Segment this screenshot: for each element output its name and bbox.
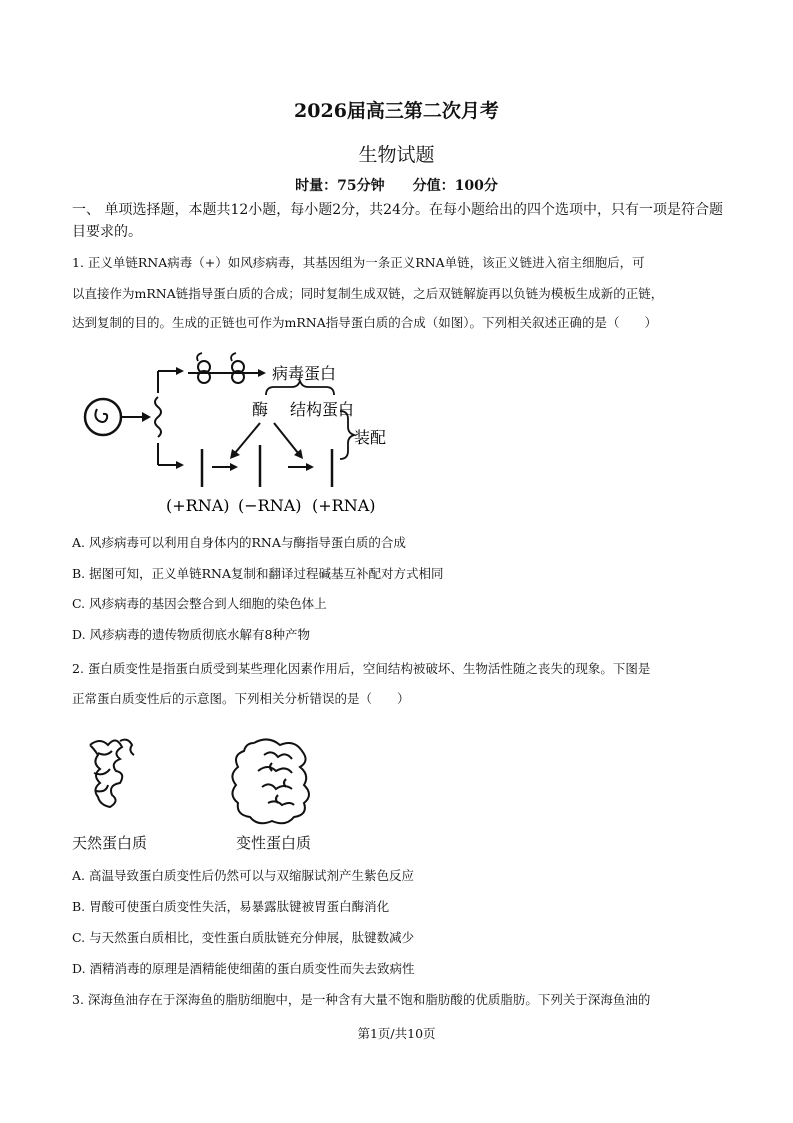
q1-line-3: 达到复制的目的。生成的正链也可作为mRNA指导蛋白质的合成（如图）。下列相关叙述正确的是（ ） xyxy=(72,315,657,330)
denatured-protein-label: 变性蛋白质 xyxy=(236,834,312,852)
label-enzyme: 酶 xyxy=(252,400,269,419)
protein-brace xyxy=(266,381,334,395)
q2-option-b: B. 胃酸可使蛋白质变性失活，易暴露肽键被胃蛋白酶消化 xyxy=(72,899,390,914)
page-footer: 第1页/共10页 xyxy=(357,1026,436,1041)
section-heading: 一、 单项选择题，本题共12小题，每小题2分，共24分。在每小题给出的四个选项中，只有一项是符合题目要求的。 xyxy=(72,202,723,240)
q1-option-a: A. 风疹病毒可以利用自身体内的RNA与酶指导蛋白质的合成 xyxy=(72,535,406,550)
rna-virus-diagram xyxy=(70,345,400,525)
wavy-rna-strand xyxy=(155,397,161,437)
q2-option-d: D. 酒精消毒的原理是酒精能使细菌的蛋白质变性而失去致病性 xyxy=(72,961,415,976)
time-score-line: 时量：75分钟 分值：100分 xyxy=(295,178,498,194)
label-structural-protein: 结构蛋白 xyxy=(290,400,355,419)
label-assembly: 装配 xyxy=(354,428,387,447)
exam-subject: 生物试题 xyxy=(358,144,435,166)
q2-line-1: 2. 蛋白质变性是指蛋白质受到某些理化因素作用后，空间结构被破坏、生物活性随之丧失的现象。下图是 xyxy=(72,661,651,676)
label-viral-protein: 病毒蛋白 xyxy=(272,364,337,383)
label-rna-1: (+RNA) xyxy=(166,496,230,515)
q2-option-a: A. 高温导致蛋白质变性后仍然可以与双缩脲试剂产生紫色反应 xyxy=(72,868,414,883)
ribosome-2 xyxy=(231,353,244,383)
q1-line-2: 以直接作为mRNA链指导蛋白质的合成；同时复制生成双链，之后双链解旋再以负链为模板生成新的正链， xyxy=(72,286,664,301)
q2-option-c: C. 与天然蛋白质相比，变性蛋白质肽链充分伸展，肽键数减少 xyxy=(72,930,415,945)
natural-protein-illustration xyxy=(90,740,134,807)
ribosome-1 xyxy=(197,353,210,383)
q1-option-d: D. 风疹病毒的遗传物质彻底水解有8种产物 xyxy=(72,627,310,642)
virus-rna-squiggle xyxy=(95,409,107,422)
q3-line-1: 3. 深海鱼油存在于深海鱼的脂肪细胞中，是一种含有大量不饱和脂肪酸的优质脂肪。下列关于深海鱼油的 xyxy=(72,992,651,1007)
label-rna-2: (−RNA) xyxy=(238,496,302,515)
label-rna-3: (+RNA) xyxy=(312,496,376,515)
q1-option-c: C. 风疹病毒的基因会整合到人细胞的染色体上 xyxy=(72,596,327,611)
denatured-protein-illustration xyxy=(232,739,309,823)
virus-circle xyxy=(85,399,121,435)
natural-protein-label: 天然蛋白质 xyxy=(72,834,148,852)
q1-line-1: 1. 正义单链RNA病毒（+）如风疹病毒，其基因组为一条正义RNA单链，该正义链进入宿主细胞后，可 xyxy=(72,255,645,270)
protein-diagram xyxy=(72,733,372,833)
exam-title: 2026届高三第二次月考 xyxy=(294,100,499,122)
q2-line-2: 正常蛋白质变性后的示意图。下列相关分析错误的是（ ） xyxy=(72,691,410,706)
q1-option-b: B. 据图可知，正义单链RNA复制和翻译过程碱基互补配对方式相同 xyxy=(72,566,444,581)
